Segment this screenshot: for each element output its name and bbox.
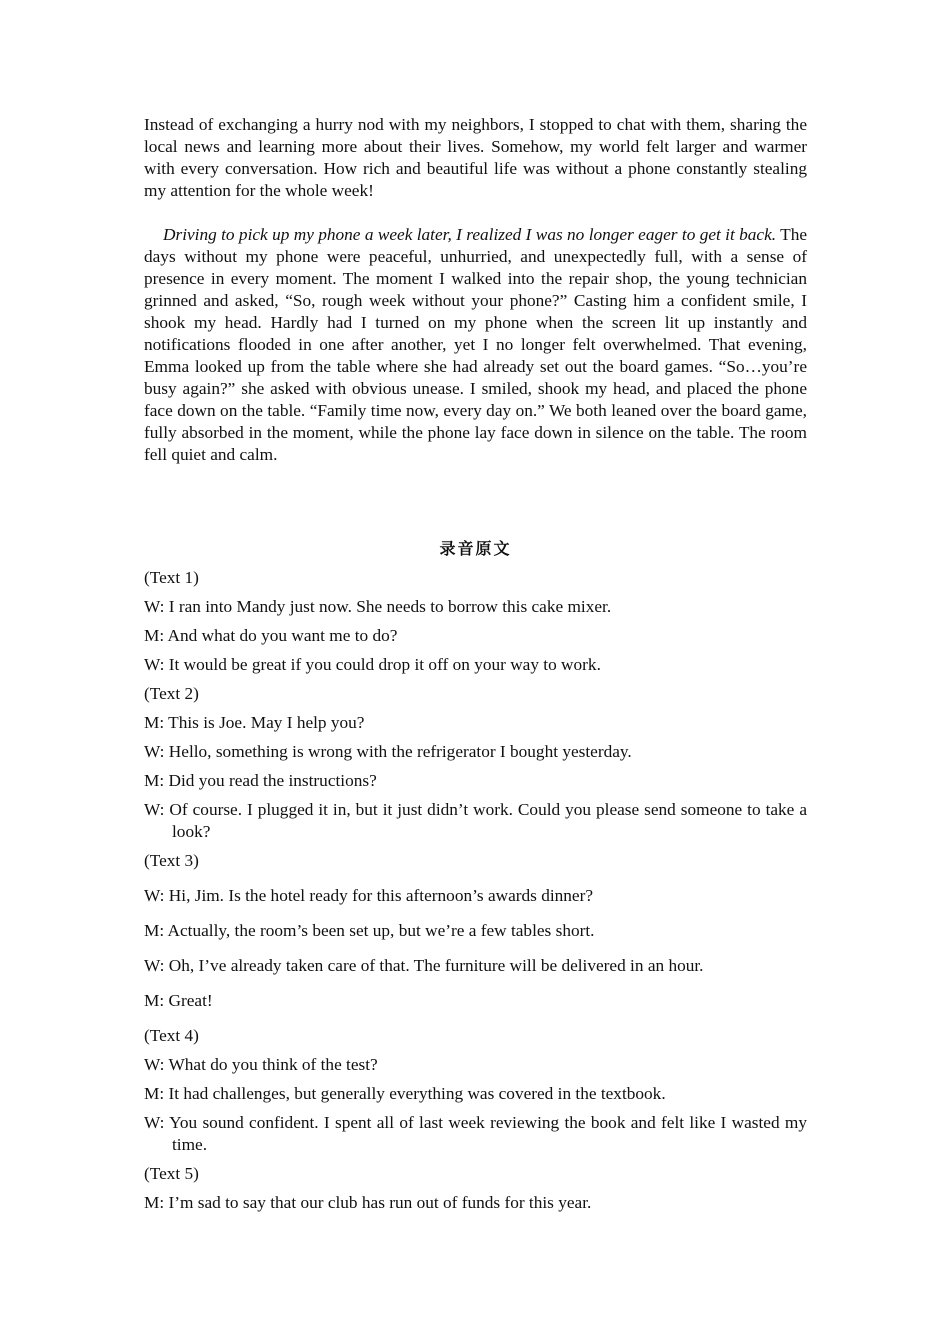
document-page bbox=[144, 114, 807, 1221]
transcript-line: W: What do you think of the test? bbox=[144, 1055, 378, 1074]
ending-body: The days without my phone were peaceful, unhurried, and unexpectedly full, with a sense of presence in every moment. The moment I walked into the repair shop, the young technician grinned and asked, “So, rough week without your phone?” Casting him a confident smile, I shook my head. Hardly had I turned on my phone when the screen lit up instantly and notifications flooded in one after another, yet I no longer felt overwhelmed. That evening, Emma looked up from the table where she had already set out the board games. “So…you’re busy again?” she asked with obvious unease. I smiled, shook my head, and placed the phone face down on the table. “Family time now, every day on.” We both leaned over the board game, fully absorbed in the moment, while the phone lay face down in silence on the table. The room fell quiet and calm. bbox=[144, 225, 808, 464]
transcript-line: M: Did you read the instructions? bbox=[144, 771, 377, 790]
transcript-line: (Text 4) bbox=[144, 1026, 199, 1045]
transcript-list bbox=[144, 567, 807, 1214]
transcript-line: W: Oh, I’ve already taken care of that. The furniture will be delivered in an hour. bbox=[144, 956, 704, 975]
transcript-line: M: Great! bbox=[144, 991, 213, 1010]
transcript-line: W: Of course. I plugged it in, but it just didn’t work. Could you please send someone to take a look? bbox=[144, 800, 807, 841]
transcript-line: M: I’m sad to say that our club has run out of funds for this year. bbox=[144, 1193, 592, 1212]
transcript-line: W: Hello, something is wrong with the refrigerator I bought yesterday. bbox=[144, 742, 632, 761]
transcript-line: W: Hi, Jim. Is the hotel ready for this afternoon’s awards dinner? bbox=[144, 886, 594, 905]
transcript-line: M: And what do you want me to do? bbox=[144, 626, 398, 645]
continuation-paragraph: Instead of exchanging a hurry nod with my neighbors, I stopped to chat with them, sharing the local news and learning more about their lives. Somehow, my world felt larger and warmer with every conversation. How rich and beautiful life was without a phone constantly stealing my attention for the whole week! bbox=[144, 115, 807, 200]
transcript-title: 录音原文 bbox=[439, 539, 512, 558]
transcript-line: M: This is Joe. May I help you? bbox=[144, 713, 365, 732]
transcript-line: (Text 3) bbox=[144, 851, 199, 870]
ending-paragraph bbox=[144, 224, 807, 466]
transcript-line: W: It would be great if you could drop it off on your way to work. bbox=[144, 655, 601, 674]
transcript-line: M: It had challenges, but generally everything was covered in the textbook. bbox=[144, 1084, 666, 1103]
ending-lead-sentence: Driving to pick up my phone a week later, I realized I was no longer eager to get it back. bbox=[163, 225, 777, 244]
transcript-line: (Text 2) bbox=[144, 684, 199, 703]
transcript-line: W: I ran into Mandy just now. She needs to borrow this cake mixer. bbox=[144, 597, 612, 616]
transcript-line: (Text 1) bbox=[144, 568, 199, 587]
transcript-line: (Text 5) bbox=[144, 1164, 199, 1183]
transcript-line: M: Actually, the room’s been set up, but we’re a few tables short. bbox=[144, 921, 595, 940]
transcript-line: W: You sound confident. I spent all of last week reviewing the book and felt like I wasted my time. bbox=[144, 1113, 807, 1154]
